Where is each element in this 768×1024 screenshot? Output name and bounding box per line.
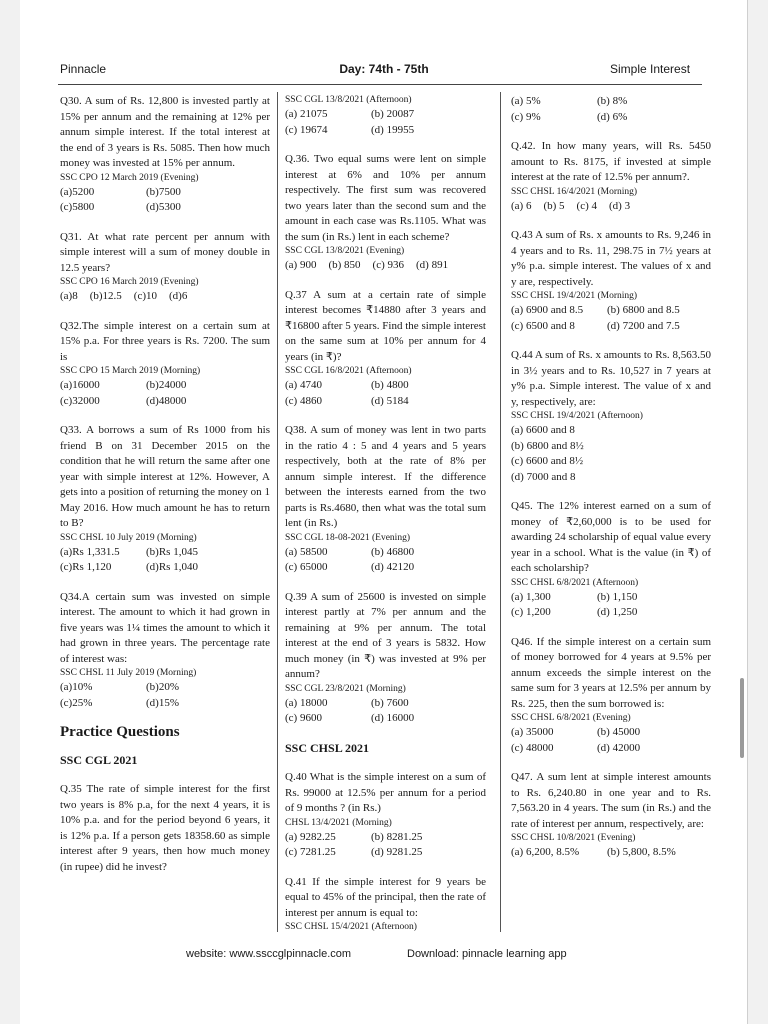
footer-download-text: Download: pinnacle learning app [407,948,567,960]
option: (c) 936 [372,259,405,271]
question-40 [285,770,486,861]
header-day: Day: 74th - 75th [339,62,429,76]
option: (a) 6900 and 8.5 [511,304,584,316]
question-stem: Q.44 A sum of Rs. x amounts to Rs. 8,563.50 in 3½ years and to Rs. 10,527 in 7 years at y% p.a. Simple interest. The value of x and y, respectively, are: [511,349,711,408]
option: (d) 3 [609,199,631,212]
option: (c)Rs 1,120 [60,561,112,573]
option: (b) 1,150 [597,590,638,603]
option: (d)48000 [146,394,187,407]
options [511,725,711,756]
option: (c) 4860 [285,394,322,407]
option: (a) 35000 [511,726,554,738]
column-2 [285,94,486,948]
question-34 [60,590,270,712]
option: (a)8 [60,290,78,302]
question-36 [285,152,486,274]
question-45 [511,499,711,621]
option: (a)Rs 1,331.5 [60,545,120,558]
option: (d) 9281.25 [371,846,423,858]
option: (a) 4740 [285,379,322,391]
option: (c)25% [60,696,93,709]
option: (d)5300 [146,201,181,213]
option: (a) 5% [511,95,541,107]
option: (c)10 [133,290,158,302]
option: (c)32000 [60,394,100,407]
header-brand: Pinnacle [60,62,107,76]
options [285,258,486,274]
question-source: SSC CGL 23/8/2021 (Morning) [285,683,406,694]
option: (b) 5 [543,199,565,212]
question-source: SSC CGL 13/8/2021 (Afternoon) [285,95,412,105]
question-41-continued [511,94,711,125]
practice-questions-heading: Practice Questions [60,724,180,740]
question-stem: Q31. At what rate percent per annum with simple interest will a sum of money double in 12.5 years? [60,230,270,274]
question-source: SSC CPO 12 March 2019 (Evening) [60,172,199,183]
column-divider [277,92,278,932]
question-stem: Q45. The 12% interest earned on a sum of money of ₹2,60,000 is to be used for awarding 24 scholarship of equal value every year in a school. What is the value (in ₹) of each scholarship? [511,500,711,574]
question-47 [511,770,711,861]
question-46 [511,635,711,757]
question-35 [60,782,270,875]
option: (c) 7281.25 [285,846,336,858]
options [285,830,486,861]
option: (a) 21075 [285,108,328,120]
options [511,199,711,215]
options [60,378,270,409]
option: (a) 9282.25 [285,830,336,843]
option: (b) 8281.25 [371,830,423,843]
option: (c) 6600 and 8½ [511,455,584,467]
options [60,680,270,711]
scrollbar-thumb[interactable] [740,678,744,758]
option: (b) 5,800, 8.5% [607,846,676,858]
page-border [747,0,748,1024]
question-source: SSC CHSL 11 July 2019 (Morning) [60,668,197,678]
question-source: SSC CHSL 6/8/2021 (Afternoon) [511,577,639,588]
options [511,590,711,621]
options [60,289,270,305]
question-source: SSC CHSL 15/4/2021 (Afternoon) [285,922,417,932]
option: (b)Rs 1,045 [146,545,198,558]
option: (c) 4 [576,199,598,212]
option: (d) 7200 and 7.5 [607,319,680,332]
option: (b) 7600 [371,696,409,709]
question-39 [285,590,486,727]
section-heading: SSC CHSL 2021 [285,740,370,755]
option: (a)16000 [60,379,100,391]
option: (c) 1,200 [511,606,551,618]
options [285,378,486,409]
question-stem: Q46. If the simple interest on a certain sum of money borrowed for 4 years at 9.5% per annum exceeds the simple interest on the same sum for 3 years at 12.5% per annum by Rs. 225, then the sum borrowed is: [511,635,711,710]
option: (d) 7000 and 8 [511,470,576,483]
question-44 [511,348,711,485]
option: (c) 48000 [511,741,554,754]
question-32 [60,319,270,410]
option: (a)5200 [60,185,95,198]
option: (d)15% [146,696,179,709]
section-heading: SSC CGL 2021 [60,752,138,767]
question-stem: Q38. A sum of money was lent in two parts in the ratio 4 : 5 and 4 years and 5 years respectively, both at the rate of 8% per annum simple interest. If the difference between the interests earned from the two parts is Rs.4680, then what was the total sum lent (in Rs.) [285,424,486,529]
question-35-continued [285,94,486,138]
question-source: SSC CHSL 10/8/2021 (Evening) [511,833,636,843]
option: (d)Rs 1,040 [146,561,198,573]
option: (b)20% [146,681,179,693]
option: (d) 6% [597,110,628,123]
option: (a) 6 [511,199,532,212]
option: (b) 6800 and 8½ [511,439,584,452]
question-43 [511,228,711,334]
option: (b) 20087 [371,108,415,120]
options [285,107,486,138]
option: (b) 850 [328,259,361,271]
option: (a) 6,200, 8.5% [511,846,580,858]
question-stem: Q.41 If the simple interest for 9 years be equal to 45% of the principal, then the rate of interest per annum is equal to: [285,875,486,919]
option: (b) 45000 [597,726,641,738]
question-source: SSC CGL 16/8/2021 (Afternoon) [285,366,412,376]
option: (c) 6500 and 8 [511,319,575,332]
question-41 [285,875,486,935]
column-1 [60,94,270,889]
option: (a) 58500 [285,545,328,558]
question-38 [285,423,486,576]
option: (a) 1,300 [511,590,551,603]
question-31 [60,230,270,305]
column-3 [511,94,711,875]
question-stem: Q47. A sum lent at simple interest amounts to Rs. 6,240.80 in one year and to Rs. 7,563.20 in 4 years. The sum (in Rs.) and the rate of interest per annum, respectively, are: [511,771,711,830]
question-source: SSC CGL 18-08-2021 (Evening) [285,532,410,543]
option: (d)6 [169,290,188,302]
options [511,845,711,861]
header-divider [58,84,702,85]
question-stem: Q33. A borrows a sum of Rs 1000 from his friend B on 31 December 2015 on the condition that he will return the same after one year with simple interest at 12%. However, A gets into a position of returning the money on 1 May 2016. How much amount he has to return to B? [60,424,270,529]
question-source: SSC CHSL 19/4/2021 (Afternoon) [511,411,643,421]
option: (b)12.5 [89,290,122,302]
question-stem: Q.36. Two equal sums were lent on simple interest at 6% and 10% per annum respectively. The first sum was recovered two years later than the second sum and the amount in each case was Rs.1105. What was the sum (in Rs.) lent in each scheme? [285,153,486,243]
option: (a) 18000 [285,696,328,709]
option: (c)5800 [60,201,95,213]
question-source: SSC CPO 16 March 2019 (Evening) [60,277,199,287]
option: (a) 900 [285,259,317,271]
question-stem: Q.37 A sum at a certain rate of simple interest becomes ₹14880 after 3 years and ₹16800 after 5 years. Find the simple interest on the same sum at 10% per annum for 4 years (in ₹)? [285,288,486,363]
options [285,696,486,727]
question-source: SSC CGL 13/8/2021 (Evening) [285,246,405,256]
option: (b) 6800 and 8.5 [607,304,680,316]
question-source: SSC CHSL 19/4/2021 (Morning) [511,291,638,301]
option: (b)24000 [146,379,187,391]
option: (d) 891 [416,259,449,271]
option: (c) 9% [511,110,541,123]
header-topic: Simple Interest [610,62,691,76]
option: (d) 5184 [371,394,409,407]
question-stem: Q.39 A sum of 25600 is invested on simple interest partly at 7% per annum and the remaining at 9% per annum. The total interest at the end of 3 years is 5832. How much money (in ₹) was invested at 9% per annum? [285,590,486,680]
option: (d) 42120 [371,561,415,573]
options [511,94,711,125]
footer-website-link[interactable]: website: www.ssccglpinnacle.com [186,948,352,960]
question-stem: Q.42. In how many years, will Rs. 5450 amount to Rs. 8175, if invested at simple interest at the rate of 12.5% per annum?. [511,140,711,183]
question-source: SSC CHSL 10 July 2019 (Morning) [60,532,197,543]
question-33 [60,423,270,576]
question-source: SSC CPO 15 March 2019 (Morning) [60,366,201,376]
option: (d) 16000 [371,712,415,724]
option: (d) 1,250 [597,606,638,618]
question-source: CHSL 13/4/2021 (Morning) [285,817,392,828]
option: (c) 19674 [285,123,328,136]
question-37 [285,288,486,410]
question-source: SSC CHSL 6/8/2021 (Evening) [511,713,631,723]
option: (b)7500 [146,185,181,198]
option: (d) 19955 [371,123,415,136]
option: (a)10% [60,681,93,693]
option: (b) 46800 [371,545,415,558]
question-stem: Q30. A sum of Rs. 12,800 is invested partly at 15% per annum and the remaining at 12% per annum simple interest. If the total interest at the end of 3 years is Rs. 5085. Then how much money was invested at 15% per annum. [60,95,270,169]
option: (d) 42000 [597,741,641,754]
column-divider [500,92,501,932]
options [511,303,711,334]
question-stem: Q34.A certain sum was invested on simple interest. The amount to which it had grown in five years was 1¼ times the amount to which it had grown in three years. The percentage rate of interest was: [60,590,270,665]
options [60,545,270,576]
question-stem: Q.40 What is the simple interest on a sum of Rs. 99000 at 12.5% per annum for a period of 9 months ? (in Rs.) [285,771,486,814]
question-42 [511,139,711,214]
options [60,185,270,216]
option: (b) 4800 [371,379,409,391]
question-source: SSC CHSL 16/4/2021 (Morning) [511,186,638,197]
option: (b) 8% [597,95,628,107]
option: (a) 6600 and 8 [511,424,575,436]
question-stem: Q.43 A sum of Rs. x amounts to Rs. 9,246 in 4 years and to Rs. 11, 298.75 in 7½ years at y% p.a. simple interest. The values of x and y are, respectively. [511,229,711,288]
option: (c) 65000 [285,561,328,573]
question-stem: Q.35 The rate of simple interest for the first two years is 8% p.a, for the next 4 years, it is 10% p.a. and for the period beyond 6 years, it is 12% p.a. If a person gets 18358.60 as simple interest after 9 years, then how much money (in rupee) did he invest? [60,783,270,873]
question-stem: Q32.The simple interest on a certain sum at 15% p.a. For three years is Rs. 7200. The sum is [60,319,270,363]
options [285,545,486,576]
option: (c) 9600 [285,712,322,724]
question-30 [60,94,270,216]
